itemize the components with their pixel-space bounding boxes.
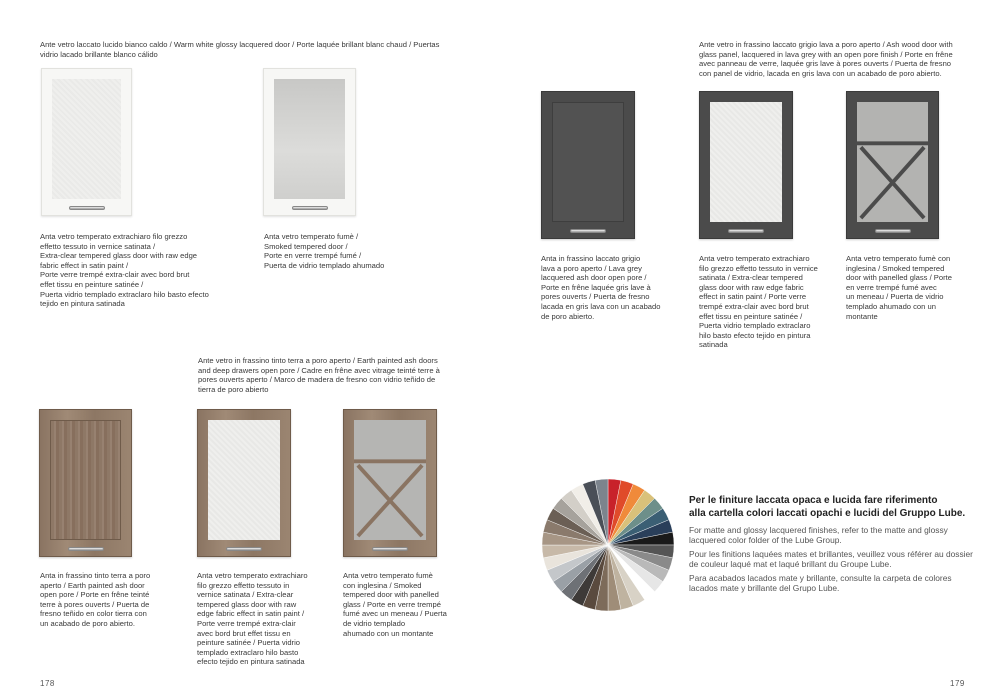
info-title: Per le finiture laccata opaca e lucida fare riferimento alla cartella colori laccati opachi e lucidi del Gruppo Lube. [689, 495, 966, 519]
caption-white-smoked: Anta vetro temperato fumè / Smoked tempered door / Porte en verre trempé fumé / Puerta de vidrio templado ahumado [264, 232, 385, 270]
info-french: Pour les finitions laquées mates et brillantes, veuillez vous référer au dossier de couleur laqué mat et laqué brillant du Groupe Lube. [689, 549, 973, 569]
door-earth-ash-solid [39, 409, 132, 557]
door-white-smoked [263, 68, 356, 216]
caption-white-extraclear: Anta vetro temperato extrachiaro filo grezzo effetto tessuto in vernice satinata / Extra-clear tempered glass door with raw edge fabric effect in satin paint / Porte verre trempé extra-clair avec bord brut effet tissu en peinture satinée / Puerta vidrio templado extraclaro hilo basto efecto tejido en pintura satinada [40, 232, 209, 309]
caption-earth-smoked: Anta vetro temperato fumè con inglesina / Smoked tempered door with panelled glass / Porte en verre trempé fumé avec un meneau / Puerta de vidrio templado ahumado con un montante [343, 571, 447, 638]
caption-grey-solid: Anta in frassino laccato grigio lava a poro aperto / Lava grey lacquered ash door open pore / Porte en frêne laquée gris lave à pores ouverts / Puerta de fresno lacada en gris lava con un acabado de poro abierto. [541, 254, 661, 321]
handle [226, 547, 262, 551]
handle [292, 206, 328, 210]
handle [68, 547, 104, 551]
door-lava-grey-smoked-panelled [846, 91, 939, 239]
caption-grey-extraclear: Anta vetro temperato extrachiaro filo grezzo effetto tessuto in vernice satinata / Extra-clear tempered glass door with raw edge fabric effect in satin paint / Porte verre trempé extra-clair avec bord brut effet tissu en peinture satinée / Puerta vidrio templado extraclaro hilo basto efecto tejido en pintura satinada [699, 254, 818, 350]
lacquered-panel [552, 102, 624, 222]
handle [372, 547, 408, 551]
glass-panel [52, 79, 121, 199]
caption-grey-smoked: Anta vetro temperato fumè con inglesina / Smoked tempered door with panelled glass / Porte en verre trempé fumé avec un meneau / Puerta de vidrio templado ahumado con un montante [846, 254, 952, 321]
color-swatch-fan [541, 478, 675, 612]
smoked-glass-panel [274, 79, 345, 199]
info-english: For matte and glossy lacquered finishes, refer to the matte and glossy lacquered color folder of the Lube Group. [689, 525, 948, 545]
handle [69, 206, 105, 210]
page-number-left: 178 [40, 679, 55, 688]
glass-panel [208, 420, 280, 540]
caption-earth-solid: Anta in frassino tinto terra a poro aperto / Earth painted ash door open pore / Porte en frêne teinté terre à pores ouverts / Puerta de fresno teñido en color tierra con un acabado de poro abierto. [40, 571, 151, 628]
door-earth-extraclear [197, 409, 291, 557]
caption-earth-extraclear: Anta vetro temperato extrachiaro filo grezzo effetto tessuto in vernice satinata / Extra-clear tempered glass door with raw edge fabric effect in satin paint / Porte verre trempé extra-clair avec bord brut effet tissu en peinture satinée / Puerta vidrio templado extraclaro hilo basto efecto tejido en pintura satinada [197, 571, 308, 667]
wood-panel [50, 420, 121, 540]
handle [570, 229, 606, 233]
muntin-cross [354, 420, 426, 540]
header-white-doors: Ante vetro laccato lucido bianco caldo / Warm white glossy lacquered door / Porte laquée brillant blanc chaud / Puertas vidrio lacado brillante blanco cálido [40, 40, 440, 59]
door-earth-smoked-panelled [343, 409, 437, 557]
smoked-glass-panel [857, 102, 928, 222]
door-white-extraclear [41, 68, 132, 216]
page-number-right: 179 [950, 679, 965, 688]
handle [875, 229, 911, 233]
handle [728, 229, 764, 233]
header-grey-doors: Ante vetro in frassino laccato grigio lava a poro aperto / Ash wood door with glass panel, lacquered in lava grey with an open pore finish / Porte en frêne avec panneau de verre, laquée gris lave à pores ouverts / Puerta de fresno con panel de vidrio, lacada en gris lava con un acabado de poro abierto. [699, 40, 953, 78]
smoked-glass-panel [354, 420, 426, 540]
door-lava-grey-solid [541, 91, 635, 239]
info-spanish: Para acabados lacados mate y brillante, consulte la carpeta de colores lacados mate y brillante del Grupo Lube. [689, 573, 952, 593]
door-lava-grey-extraclear [699, 91, 793, 239]
glass-panel [710, 102, 782, 222]
header-earth-doors: Ante vetro in frassino tinto terra a poro aperto / Earth painted ash doors and deep drawers open pore / Cadre en frêne avec vitrage teinté terre à pores ouverts aperto / Marco de madera de fresno con vidrio teñido de tierra de poro abierto [198, 356, 440, 394]
muntin-cross [857, 102, 928, 222]
